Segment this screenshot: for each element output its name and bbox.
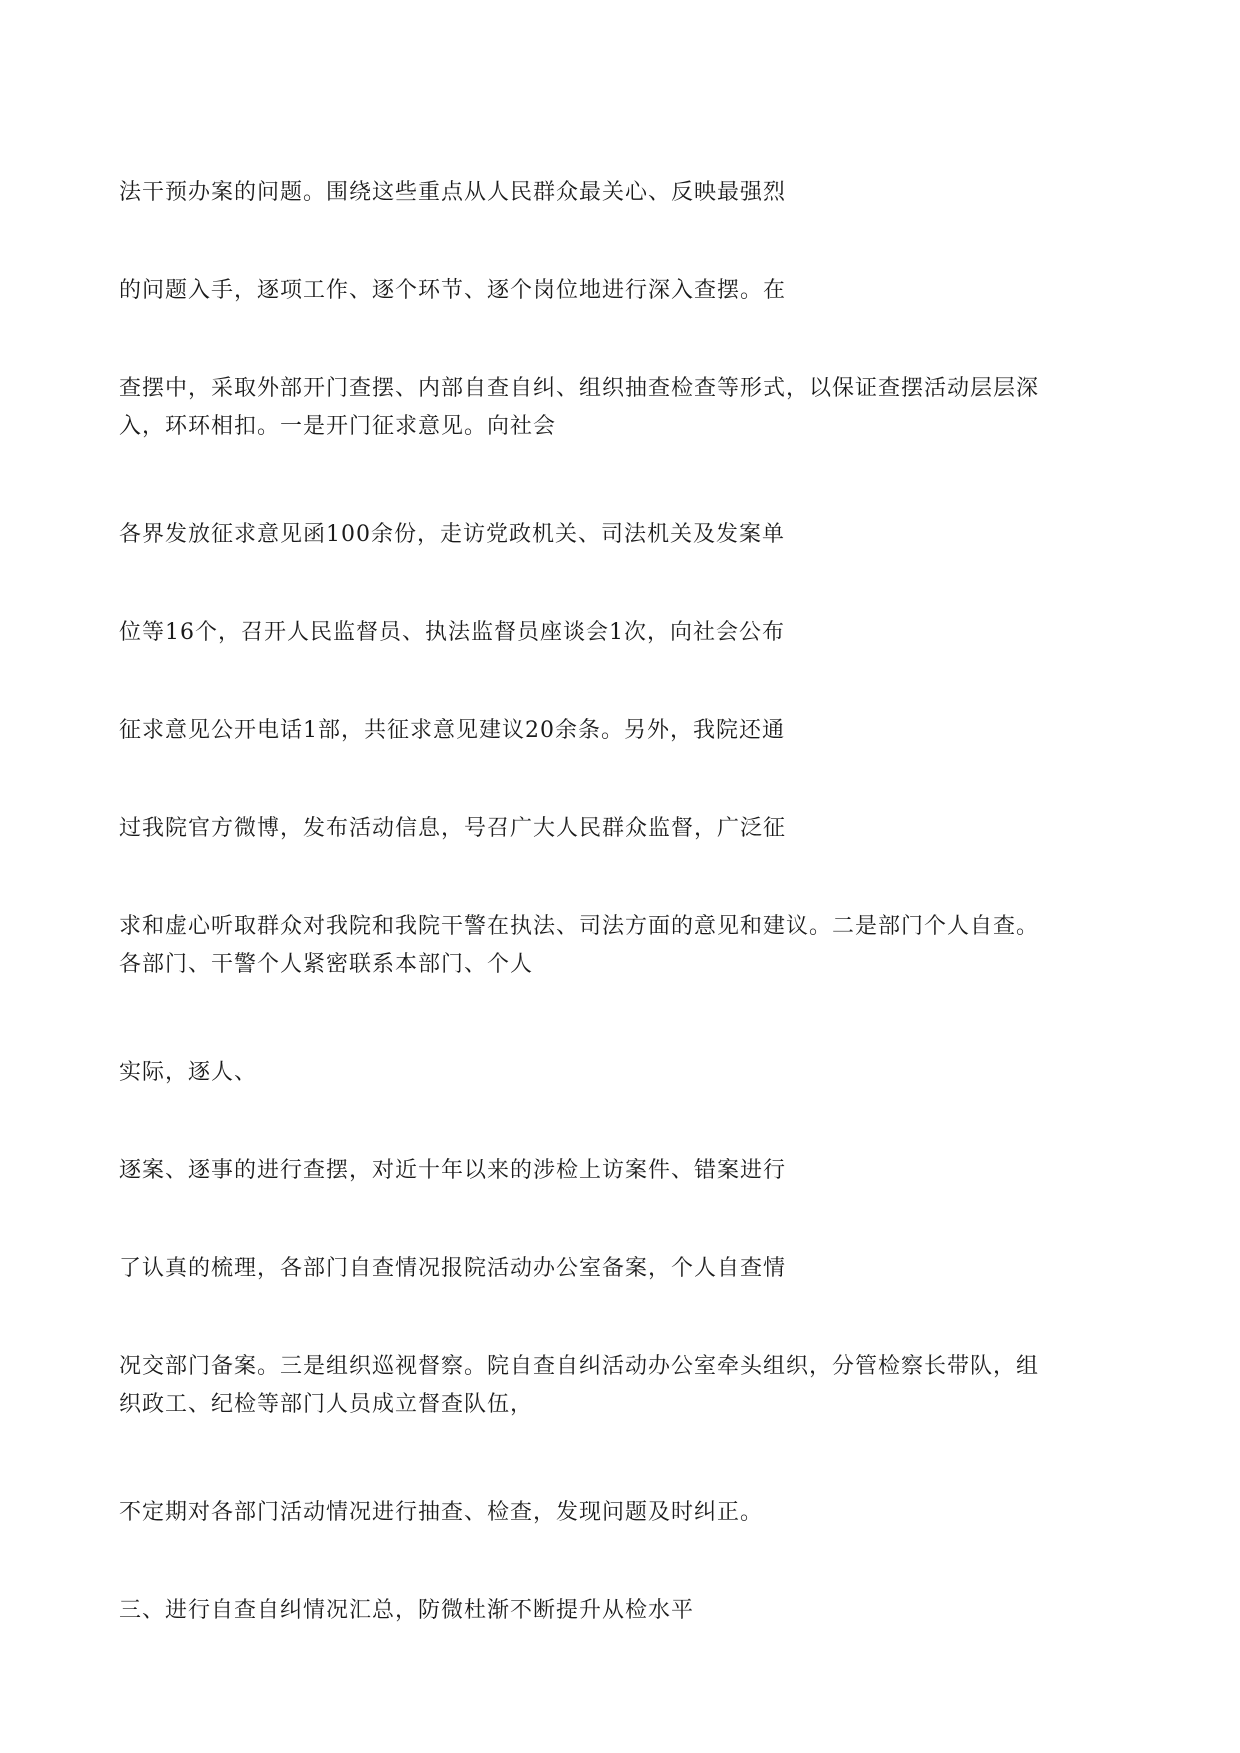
- text-line: 求和虚心听取群众对我院和我院干警在执法、司法方面的意见和建议。二是部门个人自查。: [119, 914, 1040, 939]
- text-line: 实际，逐人、: [119, 1060, 258, 1085]
- text-line: 法干预办案的问题。围绕这些重点从人民群众最关心、反映最强烈: [119, 180, 787, 205]
- section-heading: 三、进行自查自纠情况汇总，防微杜渐不断提升从检水平: [119, 1598, 695, 1623]
- text-line: 的问题入手，逐项工作、逐个环节、逐个岗位地进行深入查摆。在: [119, 278, 787, 303]
- text-line: 入，环环相扣。一是开门征求意见。向社会: [119, 414, 557, 439]
- text-line: 了认真的梳理，各部门自查情况报院活动办公室备案，个人自查情: [119, 1256, 787, 1281]
- text-line: 过我院官方微博，发布活动信息，号召广大人民群众监督，广泛征: [119, 816, 787, 841]
- text-line: 不定期对各部门活动情况进行抽查、检查，发现问题及时纠正。: [119, 1500, 764, 1525]
- text-line: 各部门、干警个人紧密联系本部门、个人: [119, 952, 534, 977]
- text-line: 织政工、纪检等部门人员成立督查队伍，: [119, 1392, 534, 1417]
- text-line: 况交部门备案。三是组织巡视督察。院自查自纠活动办公室牵头组织，分管检察长带队，组: [119, 1354, 1040, 1379]
- text-line: 各界发放征求意见函100余份，走访党政机关、司法机关及发案单: [119, 522, 785, 547]
- text-line: 查摆中，采取外部开门查摆、内部自查自纠、组织抽查检查等形式，以保证查摆活动层层深: [119, 376, 1040, 401]
- text-line: 位等16个，召开人民监督员、执法监督员座谈会1次，向社会公布: [119, 620, 785, 645]
- text-line: 征求意见公开电话1部，共征求意见建议20余条。另外，我院还通: [119, 718, 785, 743]
- text-line: 逐案、逐事的进行查摆，对近十年以来的涉检上访案件、错案进行: [119, 1158, 787, 1183]
